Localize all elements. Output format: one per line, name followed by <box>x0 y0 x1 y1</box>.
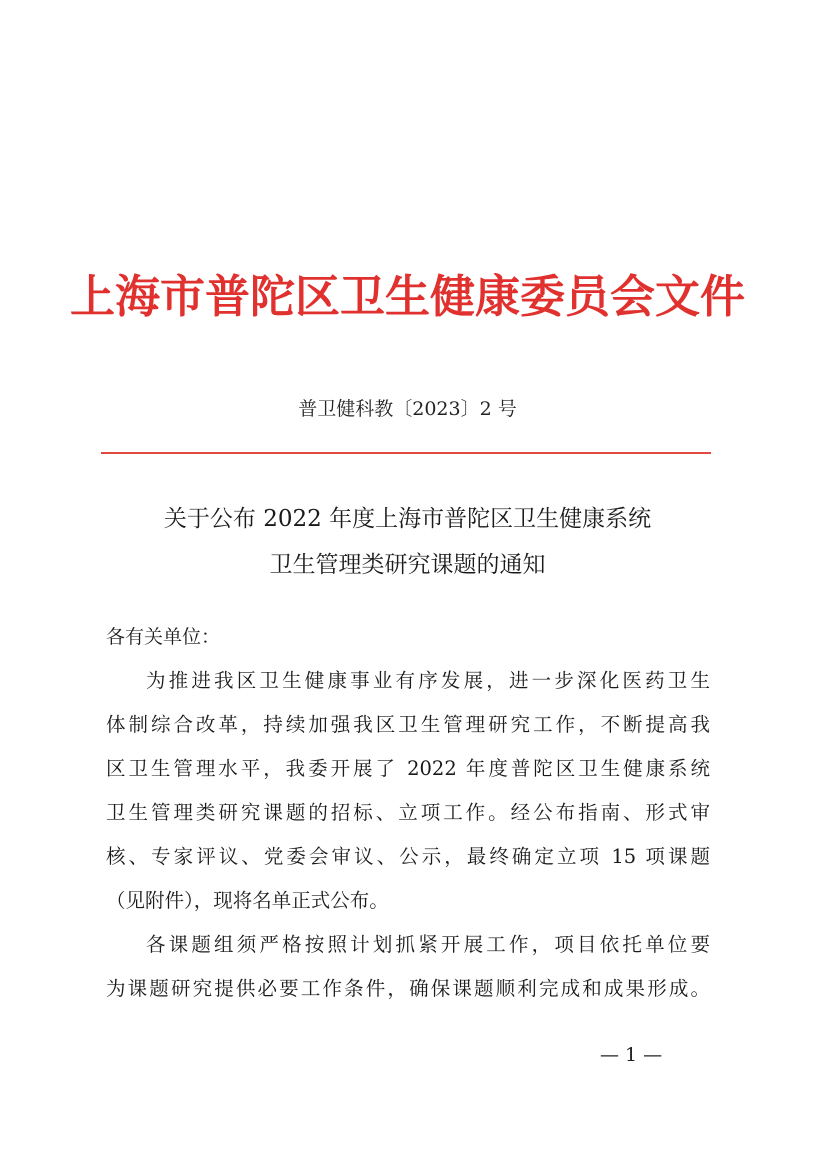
paragraph-2-line-1: 各课题组须严格按照计划抓紧开展工作，项目依托单位要 <box>146 933 710 956</box>
notice-title-line-2: 卫生管理类研究课题的通知 <box>269 552 546 578</box>
paragraph-1-line-6: （见附件），现将名单正式公布。 <box>106 889 389 912</box>
paragraph-1-line-1: 为推进我区卫生健康事业有序发展，进一步深化医药卫生 <box>146 669 710 692</box>
red-divider-line <box>101 452 711 454</box>
masthead-title: 上海市普陀区卫生健康委员会文件 <box>69 270 745 323</box>
paragraph-1-line-2: 体制综合改革，持续加强我区卫生管理研究工作，不断提高我 <box>106 713 710 736</box>
salutation: 各有关单位： <box>106 626 221 648</box>
page-number: — 1 — <box>600 1044 663 1066</box>
document-number: 普卫健科教〔2023〕2 号 <box>298 398 517 420</box>
paragraph-1-line-5: 核、专家评议、党委会审议、公示，最终确定立项 15 项课题 <box>106 845 710 868</box>
paragraph-1-line-4: 卫生管理类研究课题的招标、立项工作。经公布指南、形式审 <box>106 801 710 824</box>
paragraph-1-line-3: 区卫生管理水平，我委开展了 2022 年度普陀区卫生健康系统 <box>106 757 710 780</box>
paragraph-2-line-2: 为课题研究提供必要工作条件，确保课题顺利完成和成果形成。 <box>106 977 710 1000</box>
notice-title-line-1: 关于公布 2022 年度上海市普陀区卫生健康系统 <box>163 506 652 532</box>
